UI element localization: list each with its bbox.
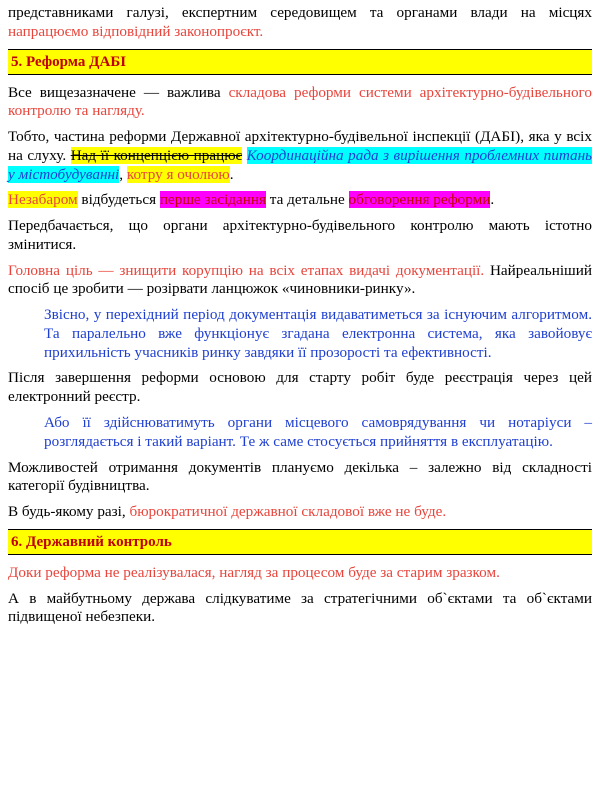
intro-line-1: представниками галузі, експертним середовищем та органами влади на <box>8 4 536 21</box>
section-heading-6: 6. Державний контроль <box>8 529 592 555</box>
p2-highlight-yellow-strike: Над її концепцією працює <box>70 146 243 164</box>
paragraph-7: Після завершення реформи основою для старту робіт буде реєстрація через цей електронний реєстр. <box>8 369 592 406</box>
p3-highlight-yellow-red: Незабаром <box>8 191 78 209</box>
p3-highlight-magenta-1: перше засідання <box>159 191 266 209</box>
p5-red-tail: на всіх етапах видачі документації. <box>243 261 485 279</box>
paragraph-5 <box>8 262 592 300</box>
p2-space <box>242 147 247 164</box>
paragraph-3 <box>8 191 592 210</box>
paragraph-1 <box>8 84 592 122</box>
paragraph-9: Можливостей отримання документів плануємо декілька – залежно від складності категорії будівництва. <box>8 458 592 495</box>
paragraph-12: А в майбутньому держава слідкуватиме за стратегічними об`єктами та об`єктами підвищеної небезпеки. <box>8 589 592 626</box>
p2-plain: Тобто, частина реформи Державної архітектурно-будівельної інспекції (ДАБІ), яка у всіх на слуху. <box>8 128 592 164</box>
p2-comma: , <box>119 165 127 183</box>
p2-period: . <box>229 165 234 183</box>
paragraph-intro <box>8 4 592 42</box>
p1-plain: Все вищезазначене — важлива <box>8 83 229 101</box>
intro-line-2-red: напрацюємо відповідний законопроєкт. <box>8 22 264 40</box>
p10-plain: В будь-якому разі, <box>8 503 130 521</box>
paragraph-11: Доки реформа не реалізувалася, нагляд за процесом буде за старим зразком. <box>8 563 500 581</box>
paragraph-8: Або її здійснюватимуть органи місцевого самоврядування чи нотаріуси – розглядається і такий варіант. Те ж саме стосується прийняття в експлуатацію. <box>44 414 592 450</box>
p2-highlight-yellow-red: котру я очолюю <box>126 165 230 183</box>
section-heading-5: 5. Реформа ДАБІ <box>8 49 592 75</box>
p1-red: складова реформи системи архітектурно-будівельного контролю та нагляду. <box>8 83 592 120</box>
p3-period: . <box>490 191 495 209</box>
paragraph-6: Звісно, у перехідний період документація видаватиметься за існуючим алгоритмом. Та паралельно вже функціонує згадана електронна система, яка завойовує прихильність учасників ринку завдяки її прозорості та ефективності. <box>44 306 592 361</box>
paragraph-2 <box>8 128 592 184</box>
p3-plain-1: відбудеться <box>77 191 160 209</box>
intro-line-2-plain: місцях <box>548 4 593 21</box>
p10-red: бюрократичної державної складової вже не буде. <box>129 503 447 521</box>
paragraph-10 <box>8 503 592 522</box>
p3-plain-2: та детальне <box>266 191 349 209</box>
p2-highlight-cyan-italic: Координаційна рада з вирішення проблемних питань у містобудуванні <box>8 146 593 183</box>
p5-red: Головна ціль — знищити корупцію <box>8 261 243 279</box>
paragraph-4: Передбачається, що органи архітектурно-будівельного контролю мають істотно змінитися. <box>8 217 592 253</box>
p3-highlight-magenta-2: обговорення реформи <box>348 191 491 209</box>
p5-plain: Найреальніший спосіб це зробити — розірвати ланцюжок «чиновники-ринку». <box>8 261 592 298</box>
